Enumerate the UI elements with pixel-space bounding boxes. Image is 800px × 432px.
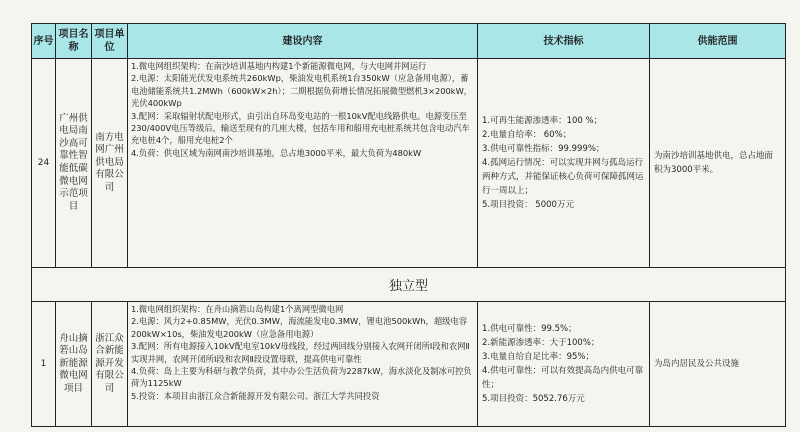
content-item: 1.微电网组织架构：在南沙培训基地内构建1个新能源微电网，与大电网并网运行 <box>131 61 427 71</box>
content-item: 2.电源：风力2+0.85MW，光伏0.3MW，海流能发电0.3MW，锂电池500kWh，超级电容200kW×10s，柴油发电200kW（应急备用电源） <box>131 316 468 339</box>
tech-item: 5.项目投资： 5000万元 <box>482 200 574 210</box>
header-name: 项目名称 <box>56 24 92 59</box>
content-item: 5.投资：本项目由浙江众合新能源开发有限公司、浙江大学共同投资 <box>131 390 380 401</box>
row-number: 1 <box>32 302 56 427</box>
content-item: 2.电源：太阳能光伏发电系统共260kWp，柴油发电机系统1台350kW（应急备用电源），蓄电池储能系统共1.2MWh（600kW×2h）；二期根据负荷增长情况拓展微型燃机3×200kW，光伏400kWp <box>131 73 473 109</box>
content-item: 1.微电网组织架构：在舟山摘箬山岛构建1个离网型微电网 <box>131 304 344 314</box>
row-number: 24 <box>32 59 56 268</box>
header-tech: 技术指标 <box>478 24 650 59</box>
supply-scope: 为岛内居民及公共设施 <box>650 302 786 427</box>
tech-item: 3.电量自给自足比率：95%； <box>482 352 595 362</box>
project-unit: 南方电网广州供电局有限公司 <box>92 59 128 268</box>
tech-item: 1.可再生能源渗透率：100 %； <box>482 116 603 126</box>
table-row <box>32 59 786 268</box>
project-table <box>31 23 786 427</box>
content-item: 4.负荷：供电区域为南网南沙培训基地，总占地3000平米，最大负荷为480kW <box>131 147 422 158</box>
header-scope: 供能范围 <box>650 24 786 59</box>
supply-scope: 为南沙培训基地供电，总占地面积为3000平米。 <box>650 59 786 268</box>
technical-indicators <box>478 59 650 268</box>
tech-item: 5.项目投资：5052.76万元 <box>482 394 585 404</box>
project-name: 舟山摘箬山岛新能源微电网项目 <box>56 302 92 427</box>
tech-item: 3.供电可靠性指标：99.999%； <box>482 144 605 154</box>
content-item: 3.配网：所有电源接入10kV配电室10kV母线段，经过两回线分别接入农网开闭所Ⅰ段和农网Ⅱ实现并网，农网开闭所Ⅰ段和农网Ⅱ段设置母联，提高供电可靠性 <box>131 341 470 364</box>
section-title: 独立型 <box>32 268 786 302</box>
construction-content <box>128 302 478 427</box>
content-item: 3.配网：采取辐射状配电形式，由引出自环岛变电站的一根10kV配电线路供电。电源变压至230/400V电压等级后，输送至现有的几座大楼，包括车用和船用充电桩系统共包含电动汽车充电桩4个，船用充电桩2个 <box>131 110 470 146</box>
section-row <box>32 268 786 302</box>
table-row <box>32 302 786 427</box>
content-item: 4.负荷：岛上主要为科研与教学负荷，其中办公生活负荷为2287kW，海水淡化及制冰可控负荷为1125kW <box>131 366 472 389</box>
project-name: 广州供电局南沙高可靠性智能低碳微电网示范项目 <box>56 59 92 268</box>
tech-item: 4.供电可靠性：可以有效提高岛内供电可靠性； <box>482 366 644 390</box>
tech-item: 2.新能源渗透率：大于100%； <box>482 338 600 348</box>
header-content: 建设内容 <box>128 24 478 59</box>
header-unit: 项目单位 <box>92 24 128 59</box>
project-unit: 浙江众合新能源开发有限公司 <box>92 302 128 427</box>
header-no: 序号 <box>32 24 56 59</box>
tech-item: 1.供电可靠性：99.5%； <box>482 324 577 334</box>
technical-indicators <box>478 302 650 427</box>
construction-content <box>128 59 478 268</box>
table-header-row <box>32 24 786 59</box>
tech-item: 4.孤网运行情况：可以实现并网与孤岛运行两种方式，并能保证核心负荷可保障孤网运行一周以上； <box>482 158 644 196</box>
tech-item: 2.电量自给率： 60%； <box>482 130 572 140</box>
